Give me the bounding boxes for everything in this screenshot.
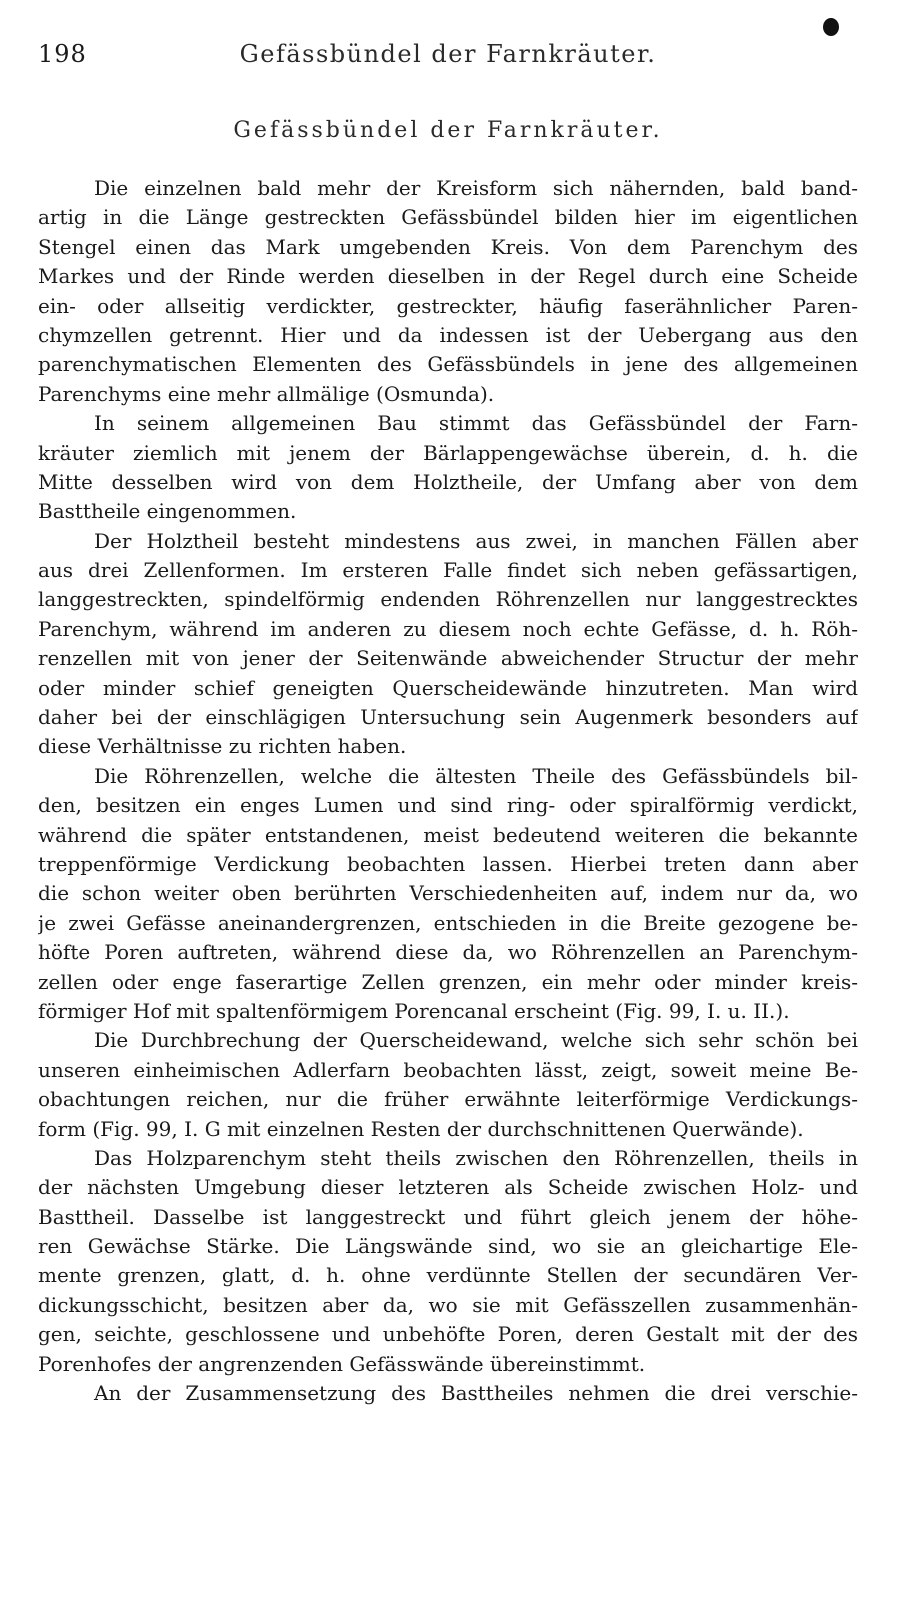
paragraph — [38, 1026, 858, 1144]
text-line: unseren einheimischen Adlerfarn beobachten lässt, zeigt, soweit meine Be- — [38, 1057, 858, 1082]
text-line: den, besitzen ein enges Lumen und sind ring- oder spiralförmig verdickt, — [38, 793, 858, 818]
body-text — [38, 174, 858, 1408]
text-line: treppenförmige Verdickung beobachten lassen. Hierbei treten dann aber — [38, 851, 858, 876]
text-line: renzellen mit von jener der Seitenwände abweichender Structur der mehr — [38, 646, 858, 671]
running-head — [38, 40, 858, 76]
section-title: Gefässbündel der Farnkräuter. — [233, 118, 663, 143]
paragraph — [38, 174, 858, 409]
text-line: mente grenzen, glatt, d. h. ohne verdünnte Stellen der secundären Ver- — [38, 1263, 858, 1288]
text-line: Das Holzparenchym steht theils zwischen den Röhrenzellen, theils in — [94, 1145, 858, 1170]
text-line: Die Durchbrechung der Querscheidewand, welche sich sehr schön bei — [94, 1028, 858, 1053]
text-line: obachtungen reichen, nur die früher erwähnte leiterförmige Verdickungs- — [38, 1087, 858, 1112]
text-line: die schon weiter oben berührten Verschiedenheiten auf, indem nur da, wo — [38, 881, 858, 906]
text-line: diese Verhältnisse zu richten haben. — [38, 734, 407, 759]
text-line: während die später entstandenen, meist bedeutend weiteren die bekannte — [38, 822, 858, 847]
text-line: Parenchym, während im anderen zu diesem noch echte Gefässe, d. h. Röh- — [38, 616, 858, 641]
text-line: chymzellen getrennt. Hier und da indessen ist der Uebergang aus den — [38, 322, 858, 347]
running-title: Gefässbündel der Farnkräuter. — [239, 40, 657, 68]
text-line: Mitte desselben wird von dem Holztheile, der Umfang aber von dem — [38, 469, 858, 494]
text-line: artig in die Länge gestreckten Gefässbündel bilden hier im eigentlichen — [38, 205, 858, 230]
ink-spot — [823, 18, 839, 36]
text-line: parenchymatischen Elementen des Gefässbündels in jene des allgemeinen — [38, 352, 858, 377]
page-number: 198 — [38, 40, 87, 68]
text-line: aus drei Zellenformen. Im ersteren Falle findet sich neben gefässartigen, — [38, 558, 858, 583]
text-line: Die Röhrenzellen, welche die ältesten Theile des Gefässbündels bil- — [94, 763, 858, 788]
text-line: höfte Poren auftreten, während diese da, wo Röhrenzellen an Parenchym- — [38, 940, 858, 965]
paragraph — [38, 1379, 858, 1408]
text-line: Markes und der Rinde werden dieselben in der Regel durch eine Scheide — [38, 264, 858, 289]
paragraph — [38, 1144, 858, 1379]
text-line: der nächsten Umgebung dieser letzteren als Scheide zwischen Holz- und — [38, 1175, 858, 1200]
text-line: ren Gewächse Stärke. Die Längswände sind, wo sie an gleichartige Ele- — [38, 1234, 858, 1259]
text-line: Basttheil. Dasselbe ist langgestreckt und führt gleich jenem der höhe- — [38, 1204, 858, 1229]
text-line: form (Fig. 99, I. G mit einzelnen Resten der durchschnittenen Querwände). — [38, 1116, 804, 1141]
text-line: Parenchyms eine mehr allmälige (Osmunda). — [38, 381, 495, 406]
text-line: langgestreckten, spindelförmig endenden Röhrenzellen nur langgestrecktes — [38, 587, 858, 612]
text-line: je zwei Gefässe aneinandergrenzen, entschieden in die Breite gezogene be- — [38, 910, 858, 935]
paragraph — [38, 762, 858, 1027]
text-line: Die einzelnen bald mehr der Kreisform sich nähernden, bald band- — [94, 176, 858, 200]
text-line: An der Zusammensetzung des Basttheiles nehmen die drei verschie- — [94, 1381, 858, 1406]
text-line: ein- oder allseitig verdickter, gestreckter, häufig faserähnlicher Paren- — [38, 293, 858, 318]
text-line: förmiger Hof mit spaltenförmigem Porencanal erscheint (Fig. 99, I. u. II.). — [38, 998, 790, 1023]
text-line: Basttheile eingenommen. — [38, 499, 297, 524]
text-line: Stengel einen das Mark umgebenden Kreis. Von dem Parenchym des — [38, 234, 858, 259]
text-line: In seinem allgemeinen Bau stimmt das Gefässbündel der Farn- — [94, 411, 858, 436]
text-line: dickungsschicht, besitzen aber da, wo sie mit Gefässzellen zusammenhän- — [38, 1292, 858, 1317]
text-line: Der Holztheil besteht mindestens aus zwei, in manchen Fällen aber — [94, 528, 858, 553]
text-line: daher bei der einschlägigen Untersuchung sein Augenmerk besonders auf — [38, 705, 858, 730]
text-line: kräuter ziemlich mit jenem der Bärlappengewächse überein, d. h. die — [38, 440, 858, 465]
paragraph — [38, 409, 858, 527]
text-line: zellen oder enge faserartige Zellen grenzen, ein mehr oder minder kreis- — [38, 969, 858, 994]
text-line: oder minder schief geneigten Querscheidewände hinzutreten. Man wird — [38, 675, 858, 700]
text-line: Porenhofes der angrenzenden Gefässwände übereinstimmt. — [38, 1351, 646, 1376]
paragraph — [38, 527, 858, 762]
text-line: gen, seichte, geschlossene und unbehöfte Poren, deren Gestalt mit der des — [38, 1322, 858, 1347]
